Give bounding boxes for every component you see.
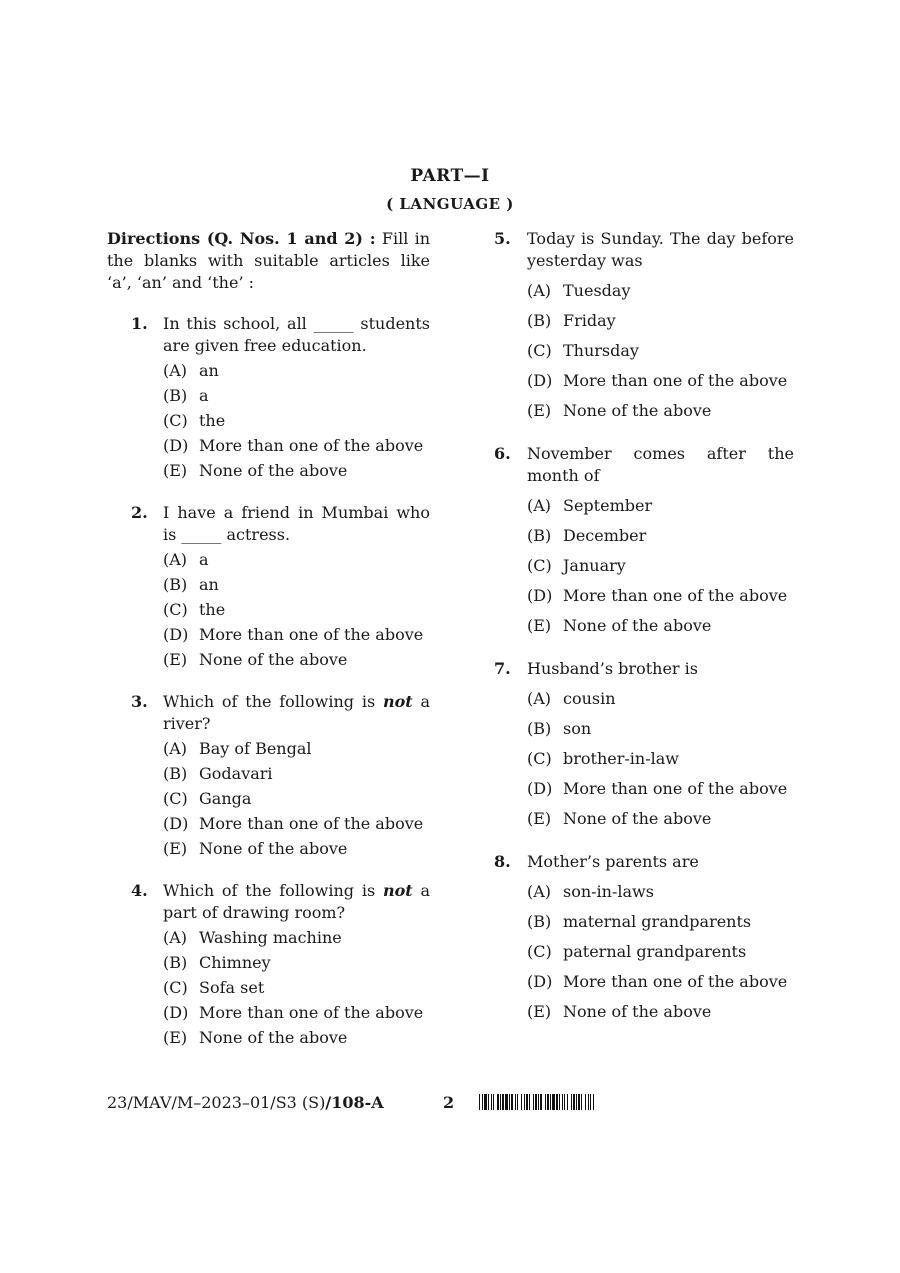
option-label: (C) <box>163 978 188 997</box>
question-4 <box>107 880 430 1049</box>
part-title: PART—I <box>410 166 490 186</box>
option-item <box>163 763 430 785</box>
option-text: None of the above <box>563 1002 712 1021</box>
options-list <box>163 360 430 482</box>
footer-code-text: 23/MAV/M–2023–01/S3 (S) <box>107 1093 326 1112</box>
question-emphasis: not <box>382 692 413 711</box>
option-label: (D) <box>527 972 553 991</box>
option-label: (B) <box>163 386 188 405</box>
option-text: brother-in-law <box>563 749 679 768</box>
question-text-part: Husband’s brother is <box>527 659 698 678</box>
option-text: January <box>563 556 626 575</box>
option-label: (A) <box>527 496 552 515</box>
options-list <box>527 495 794 637</box>
option-text: an <box>199 361 219 380</box>
option-text: son <box>563 719 592 738</box>
options-list <box>163 549 430 671</box>
option-label: (A) <box>527 882 552 901</box>
question-text-part: Which of the following is <box>163 881 383 900</box>
option-item <box>527 971 794 993</box>
question-text-part: In this school, all _____ students are given free education. <box>163 314 430 355</box>
option-item <box>527 370 794 392</box>
option-item <box>527 688 794 710</box>
option-text: None of the above <box>199 461 348 480</box>
options-list <box>527 280 794 422</box>
option-label: (D) <box>163 436 189 455</box>
option-text: Chimney <box>199 953 271 972</box>
question-text <box>163 880 430 924</box>
option-item <box>527 1001 794 1023</box>
option-label: (C) <box>527 942 552 961</box>
option-item <box>163 788 430 810</box>
option-text: More than one of the above <box>563 779 788 798</box>
option-label: (B) <box>163 953 188 972</box>
option-text: a <box>199 550 209 569</box>
option-text: Ganga <box>199 789 252 808</box>
footer-code <box>107 1093 384 1112</box>
option-item <box>527 941 794 963</box>
barcode-icon <box>479 1094 595 1110</box>
option-item <box>163 738 430 760</box>
option-label: (B) <box>527 912 552 931</box>
option-item <box>163 1002 430 1024</box>
option-label: (C) <box>527 341 552 360</box>
option-text: More than one of the above <box>199 1003 424 1022</box>
option-text: More than one of the above <box>199 814 424 833</box>
option-item <box>527 525 794 547</box>
question-text <box>527 658 794 680</box>
question-3 <box>107 691 430 860</box>
option-item <box>163 574 430 596</box>
option-item <box>163 599 430 621</box>
option-text: None of the above <box>199 839 348 858</box>
option-text: None of the above <box>199 1028 348 1047</box>
question-text-part: I have a friend in Mumbai who is _____ actress. <box>163 503 430 544</box>
option-text: Bay of Bengal <box>199 739 312 758</box>
option-item <box>527 400 794 422</box>
question-text-part: a river? <box>163 692 431 733</box>
option-label: (E) <box>527 616 552 635</box>
option-label: (A) <box>527 689 552 708</box>
option-text: an <box>199 575 219 594</box>
option-item <box>527 615 794 637</box>
option-label: (E) <box>163 461 188 480</box>
option-label: (B) <box>163 764 188 783</box>
option-label: (D) <box>527 779 553 798</box>
option-text: Tuesday <box>563 281 631 300</box>
question-6 <box>494 443 794 637</box>
option-label: (D) <box>527 586 553 605</box>
option-label: (B) <box>527 719 552 738</box>
option-label: (C) <box>527 556 552 575</box>
option-label: (E) <box>527 809 552 828</box>
option-label: (C) <box>163 411 188 430</box>
option-item <box>163 435 430 457</box>
option-text: None of the above <box>199 650 348 669</box>
option-label: (C) <box>527 749 552 768</box>
option-item <box>163 360 430 382</box>
option-item <box>163 649 430 671</box>
question-number: 1. <box>131 314 148 333</box>
left-questions <box>107 313 430 1049</box>
option-text: Godavari <box>199 764 273 783</box>
question-number: 7. <box>494 659 511 678</box>
question-2 <box>107 502 430 671</box>
option-label: (B) <box>527 311 552 330</box>
option-label: (D) <box>163 1003 189 1022</box>
option-item <box>163 813 430 835</box>
option-text: None of the above <box>563 616 712 635</box>
option-text: Thursday <box>563 341 639 360</box>
question-text <box>163 313 430 357</box>
option-text: None of the above <box>563 401 712 420</box>
option-label: (A) <box>527 281 552 300</box>
option-text: December <box>563 526 647 545</box>
directions-label: Directions (Q. Nos. 1 and 2) : <box>107 229 376 248</box>
option-item <box>527 881 794 903</box>
option-item <box>527 495 794 517</box>
option-text: Sofa set <box>199 978 265 997</box>
question-7 <box>494 658 794 830</box>
left-column <box>107 228 430 1069</box>
option-text: paternal grandparents <box>563 942 747 961</box>
option-text: maternal grandparents <box>563 912 752 931</box>
option-label: (E) <box>163 650 188 669</box>
option-item <box>527 555 794 577</box>
question-text <box>163 691 430 735</box>
question-number: 4. <box>131 881 148 900</box>
option-label: (D) <box>163 625 189 644</box>
option-label: (E) <box>163 1028 188 1047</box>
option-item <box>163 927 430 949</box>
option-item <box>163 549 430 571</box>
option-label: (B) <box>163 575 188 594</box>
question-text <box>527 443 794 487</box>
section-title: ( LANGUAGE ) <box>386 195 514 213</box>
option-item <box>163 1027 430 1049</box>
option-item <box>527 808 794 830</box>
option-item <box>163 410 430 432</box>
options-list <box>527 688 794 830</box>
option-item <box>163 977 430 999</box>
option-item <box>527 585 794 607</box>
question-5 <box>494 228 794 422</box>
option-text: None of the above <box>563 809 712 828</box>
option-text: a <box>199 386 209 405</box>
question-number: 3. <box>131 692 148 711</box>
option-text: September <box>563 496 653 515</box>
options-list <box>163 927 430 1049</box>
option-item <box>163 838 430 860</box>
option-label: (A) <box>163 361 188 380</box>
question-number: 5. <box>494 229 511 248</box>
option-label: (C) <box>163 600 188 619</box>
option-item <box>527 340 794 362</box>
option-label: (B) <box>527 526 552 545</box>
footer-code-bold: /108-A <box>325 1093 384 1112</box>
option-item <box>163 624 430 646</box>
option-label: (D) <box>163 814 189 833</box>
option-label: (E) <box>527 401 552 420</box>
option-label: (A) <box>163 550 188 569</box>
question-text <box>527 851 794 873</box>
option-text: More than one of the above <box>199 436 424 455</box>
question-text-part: Today is Sunday. The day before yesterday was <box>527 229 794 270</box>
question-emphasis: not <box>382 881 413 900</box>
option-text: More than one of the above <box>563 371 788 390</box>
option-item <box>527 280 794 302</box>
question-text <box>527 228 794 272</box>
option-text: More than one of the above <box>563 586 788 605</box>
question-text-part: Which of the following is <box>163 692 383 711</box>
option-text: More than one of the above <box>563 972 788 991</box>
question-text-part: a part of drawing room? <box>163 881 431 922</box>
question-1 <box>107 313 430 482</box>
question-number: 6. <box>494 444 511 463</box>
option-item <box>163 460 430 482</box>
options-list <box>527 881 794 1023</box>
option-item <box>163 385 430 407</box>
option-text: More than one of the above <box>199 625 424 644</box>
option-label: (D) <box>527 371 553 390</box>
directions <box>107 228 430 294</box>
question-text-part: November comes after the month of <box>527 444 794 485</box>
option-item <box>527 718 794 740</box>
question-text-part: Mother’s parents are <box>527 852 699 871</box>
option-label: (C) <box>163 789 188 808</box>
option-item <box>527 310 794 332</box>
option-text: the <box>199 600 226 619</box>
option-label: (E) <box>527 1002 552 1021</box>
question-number: 8. <box>494 852 511 871</box>
right-questions <box>494 228 794 1023</box>
option-item <box>163 952 430 974</box>
right-column <box>494 228 794 1044</box>
option-text: the <box>199 411 226 430</box>
option-text: Washing machine <box>199 928 342 947</box>
option-text: cousin <box>563 689 616 708</box>
question-text <box>163 502 430 546</box>
page-number: 2 <box>443 1093 455 1112</box>
option-text: Friday <box>563 311 616 330</box>
option-label: (A) <box>163 928 188 947</box>
option-item <box>527 778 794 800</box>
options-list <box>163 738 430 860</box>
option-text: son-in-laws <box>563 882 654 901</box>
question-8 <box>494 851 794 1023</box>
option-label: (A) <box>163 739 188 758</box>
option-item <box>527 748 794 770</box>
option-label: (E) <box>163 839 188 858</box>
question-number: 2. <box>131 503 148 522</box>
directions-text: Fill in the blanks with suitable articles like ‘a’, ‘an’ and ‘the’ : <box>107 229 431 292</box>
option-item <box>527 911 794 933</box>
